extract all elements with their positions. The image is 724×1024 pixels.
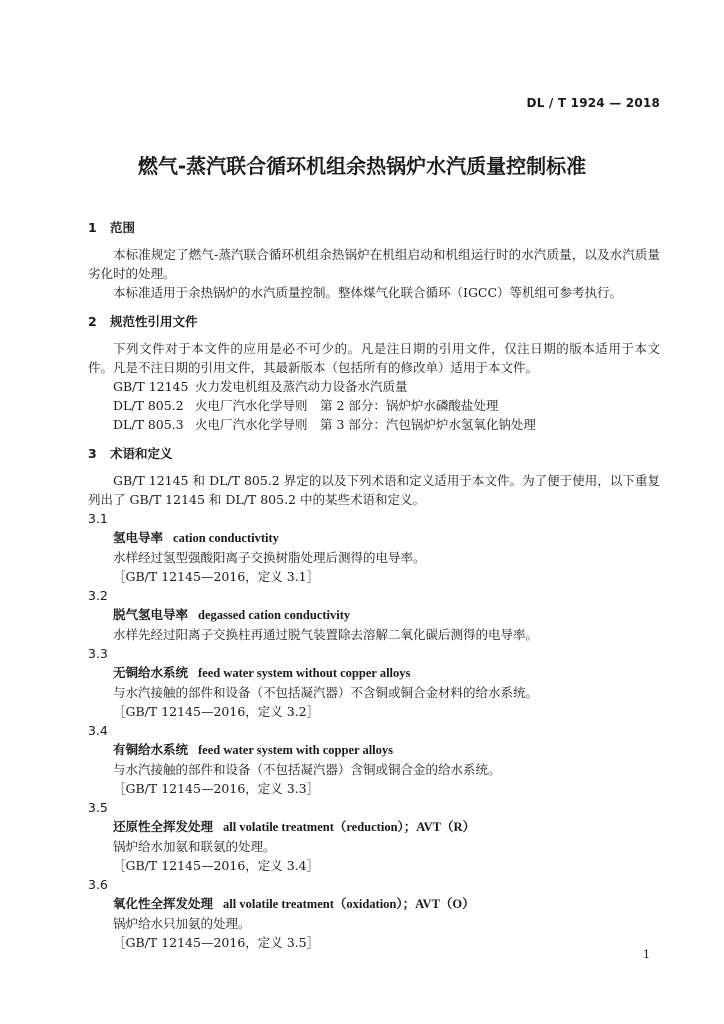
reference-item: DL/T 805.2 火电厂汽水化学导则 第 2 部分：锅炉炉水磷酸盐处理 xyxy=(113,398,499,413)
term-number: 3.6 xyxy=(88,877,108,892)
term-number: 3.2 xyxy=(88,588,108,603)
document-title: 燃气-蒸汽联合循环机组余热锅炉水汽质量控制标准 xyxy=(137,154,587,178)
term-number: 3.5 xyxy=(88,800,108,815)
section-heading-normative-references: 2 规范性引用文件 xyxy=(88,314,198,329)
term-number: 3.4 xyxy=(88,723,108,738)
term-source: ［GB/T 12145—2016，定义 3.5］ xyxy=(113,935,320,950)
term-name: 无铜给水系统 feed water system without copper alloys xyxy=(113,665,411,680)
term-name: 有铜给水系统 feed water system with copper alloys xyxy=(113,742,394,757)
term-definition: 与水汽接触的部件和设备（不包括凝汽器）不含铜或铜合金材料的给水系统。 xyxy=(113,685,539,700)
term-entry xyxy=(88,894,660,952)
term-entry xyxy=(88,817,660,875)
section-heading-terms-definitions: 3 术语和定义 xyxy=(88,446,173,461)
terms-intro-paragraph: GB/T 12145 和 DL/T 805.2 界定的以及下列术语和定义适用于本文件。为了便于使用，以下重复列出了 GB/T 12145 和 DL/T 805.2 中的某些术语和定义。 xyxy=(88,473,660,507)
term-source: ［GB/T 12145—2016，定义 3.1］ xyxy=(113,569,320,584)
term-source: ［GB/T 12145—2016，定义 3.3］ xyxy=(113,781,320,796)
term-definition: 与水汽接触的部件和设备（不包括凝汽器）含铜或铜合金的给水系统。 xyxy=(113,762,501,777)
page-number: 1 xyxy=(643,948,650,961)
term-name: 氢电导率 cation conductivtity xyxy=(113,530,279,545)
scope-paragraph-1: 本标准规定了燃气-蒸汽联合循环机组余热锅炉在机组启动和机组运行时的水汽质量，以及水汽质量劣化时的处理。 xyxy=(88,247,660,281)
term-entry xyxy=(88,605,660,644)
term-entry xyxy=(88,663,660,721)
reference-item: DL/T 805.3 火电厂汽水化学导则 第 3 部分：汽包锅炉炉水氢氧化钠处理 xyxy=(113,417,536,432)
term-name: 氧化性全挥发处理 all volatile treatment（oxidation）；AVT（O） xyxy=(113,896,475,911)
term-number: 3.3 xyxy=(88,646,108,661)
section-heading-scope: 1 范围 xyxy=(88,220,136,235)
term-definition: 水样经过氢型强酸阳离子交换树脂处理后测得的电导率。 xyxy=(113,550,426,565)
standard-number: DL / T 1924 — 2018 xyxy=(526,96,660,110)
term-name: 脱气氢电导率 degassed cation conductivity xyxy=(113,607,351,622)
term-definition: 锅炉给水加氨和联氨的处理。 xyxy=(113,839,276,854)
references-intro-paragraph: 下列文件对于本文件的应用是必不可少的。凡是注日期的引用文件，仅注日期的版本适用于本文件。凡是不注日期的引用文件，其最新版本（包括所有的修改单）适用于本文件。 xyxy=(88,341,660,375)
document-body xyxy=(88,218,660,952)
term-source: ［GB/T 12145—2016，定义 3.4］ xyxy=(113,858,320,873)
term-definition: 锅炉给水只加氨的处理。 xyxy=(113,916,251,931)
term-entry xyxy=(88,740,660,798)
term-definition: 水样先经过阳离子交换柱再通过脱气装置除去溶解二氧化碳后测得的电导率。 xyxy=(113,627,539,642)
reference-item: GB/T 12145 火力发电机组及蒸汽动力设备水汽质量 xyxy=(113,379,408,394)
term-number: 3.1 xyxy=(88,511,108,526)
term-entry xyxy=(88,528,660,586)
term-name: 还原性全挥发处理 all volatile treatment（reduction）；AVT（R） xyxy=(113,819,476,834)
scope-paragraph-2: 本标准适用于余热锅炉的水汽质量控制。整体煤气化联合循环（IGCC）等机组可参考执行。 xyxy=(113,285,623,300)
term-source: ［GB/T 12145—2016，定义 3.2］ xyxy=(113,704,320,719)
